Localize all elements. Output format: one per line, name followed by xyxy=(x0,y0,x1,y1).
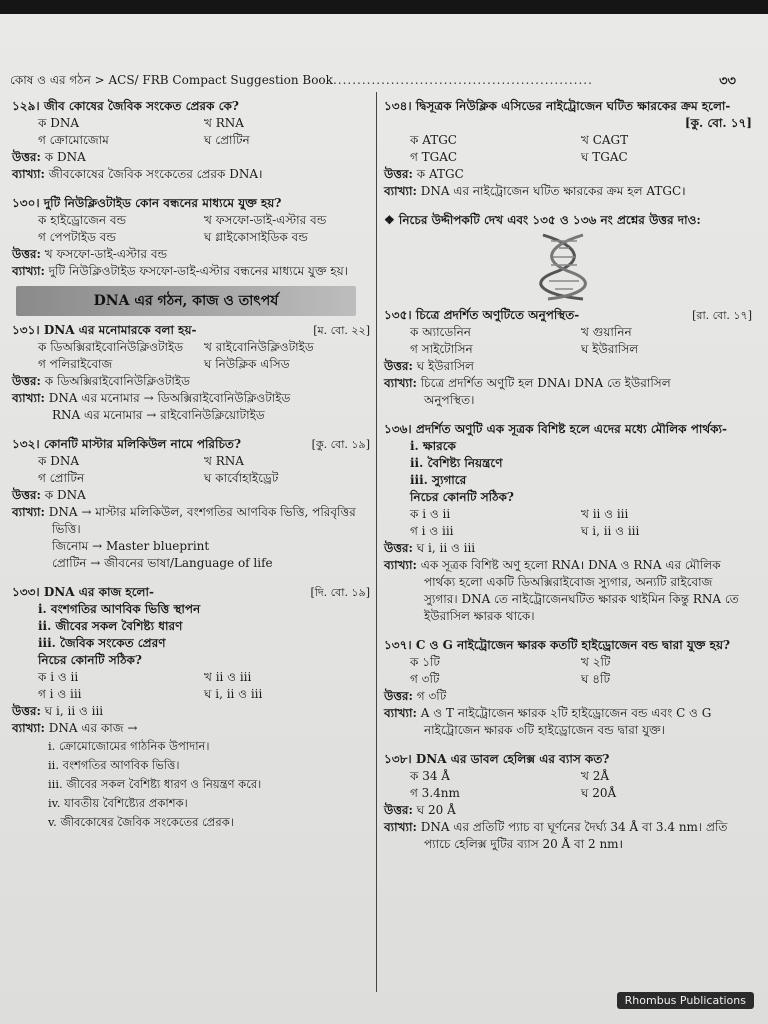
question-134 xyxy=(384,98,752,200)
answer-value: ক DNA xyxy=(44,150,86,164)
explanation-line: নাইট্রোজেন ক্ষারক ৩টি হাইড্রোজেন বন্ড দ্বারা যুক্ত। xyxy=(424,723,665,737)
option-c: গ TGAC xyxy=(410,150,458,164)
answer xyxy=(12,149,370,166)
explanation-line: স্যুগার। DNA তে নাইট্রোজেনঘটিত ক্ষারক থাইমিন কিন্তু RNA তে xyxy=(424,592,739,606)
explanation-line: RNA এর মনোমার → রাইবোনিউক্লিয়োটাইড xyxy=(52,408,265,422)
answer-value: ঘ ইউরাসিল xyxy=(416,359,474,373)
statement-iii: iii. স্যুগারে xyxy=(410,473,467,487)
explanation-text: জীবকোষের জৈবিক সংকেতের প্রেরক DNA। xyxy=(48,167,263,181)
explanation-line: অনুপস্থিত। xyxy=(424,393,475,407)
answer xyxy=(384,166,752,183)
option-b: খ ফসফো-ডাই-এস্টার বন্ড xyxy=(204,213,327,227)
answer xyxy=(384,802,752,819)
statement-ii: ii. বৈশিষ্ট্য নিয়ন্ত্রণে xyxy=(410,456,503,470)
explanation xyxy=(12,390,370,407)
explanation-text: DNA → মাস্টার মলিকিউল, বংশগতির আণবিক ভিত্তি, পরিবৃত্তির xyxy=(48,505,356,519)
explanation-label: ব্যাখ্যা: xyxy=(12,391,45,405)
answer-label: উত্তর: xyxy=(384,359,413,373)
answer-value: ঘ i, ii ও iii xyxy=(44,704,104,718)
option-c: গ i ও iii xyxy=(38,687,82,701)
option-c: গ প্রোটিন xyxy=(38,471,85,485)
source-tag: [দি. বো. ১৯] xyxy=(310,586,370,599)
option-d: ঘ ৪টি xyxy=(581,672,610,686)
explanation-label: ব্যাখ্যা: xyxy=(384,184,417,198)
option-c: গ সাইটোসিন xyxy=(410,342,473,356)
explanation xyxy=(12,263,370,280)
answer xyxy=(384,688,752,705)
question-text: ১৩৬। প্রদর্শিত অণুটি এক সূত্রক বিশিষ্ট হলে এদের মধ্যে মৌলিক পার্থক্য- xyxy=(384,422,727,436)
answer xyxy=(12,373,370,390)
option-b: খ RNA xyxy=(204,454,244,468)
option-b: খ ii ও iii xyxy=(581,507,629,521)
list-item: iv. যাবতীয় বৈশিষ্ট্যের প্রকাশক। xyxy=(48,796,188,810)
explanation-text: দুটি নিউক্লিওটাইড ফসফো-ডাই-এস্টার বন্ধনের মাধ্যমে যুক্ত হয়। xyxy=(48,264,348,278)
options xyxy=(384,506,752,540)
option-b: খ 2Å xyxy=(581,769,609,783)
explanation xyxy=(384,819,752,836)
answer-label: উত্তর: xyxy=(12,488,41,502)
option-b: খ ii ও iii xyxy=(204,670,252,684)
explanation xyxy=(12,720,370,737)
source-tag: [রা. বো. ১৭] xyxy=(692,309,752,322)
explanation-line: প্যাচে হেলিক্স দুটির ব্যাস 20 Å বা 2 nm। xyxy=(424,837,624,851)
answer-label: উত্তর: xyxy=(12,374,41,388)
explanation-line: পার্থক্য হলো একটি ডিঅক্সিরাইবোজ স্যুগার, অন্যটি রাইবোজ xyxy=(424,575,713,589)
options xyxy=(12,212,370,246)
answer-label: উত্তর: xyxy=(384,803,413,817)
explanation xyxy=(384,375,752,392)
question-text: ১৩০। দুটি নিউক্লিওটাইড কোন বন্ধনের মাধ্যমে যুক্ত হয়? xyxy=(12,196,282,210)
explanation-text: চিত্রে প্রদর্শিত অণুটি হল DNA। DNA তে ইউরাসিল xyxy=(420,376,671,390)
options xyxy=(384,132,752,166)
answer-label: উত্তর: xyxy=(384,689,413,703)
answer-label: উত্তর: xyxy=(384,167,413,181)
answer xyxy=(12,703,370,720)
list-item: ii. বংশগতির আণবিক ভিত্তি। xyxy=(48,758,180,772)
answer xyxy=(12,246,370,263)
explanation-label: ব্যাখ্যা: xyxy=(384,558,417,572)
question-text: [রা. বো. ১৭] ১৩৫। চিত্রে প্রদর্শিত অণুটিতে অনুপস্থিত- xyxy=(384,308,752,322)
publisher-badge: Rhombus Publications xyxy=(617,992,754,1009)
explanation-text: A ও T নাইট্রোজেন ক্ষারক ২টি হাইড্রোজেন বন্ড এবং C ও G xyxy=(420,706,712,720)
question-137 xyxy=(384,637,752,739)
answer-value: ক DNA xyxy=(44,488,86,502)
source-tag: [ম. বো. ২২] xyxy=(313,324,370,337)
statement-i: i. বংশগতির আণবিক ভিত্তি স্থাপন xyxy=(38,602,201,616)
explanation xyxy=(12,504,370,521)
options xyxy=(384,768,752,802)
explanation xyxy=(12,166,370,183)
section-heading: DNA এর গঠন, কাজ ও তাৎপর্য xyxy=(16,286,356,316)
option-d: ঘ TGAC xyxy=(581,150,628,164)
option-a: ক অ্যাডেনিন xyxy=(410,325,471,339)
answer-label: উত্তর: xyxy=(384,541,413,555)
question-138 xyxy=(384,751,752,853)
explanation-text: DNA এর মনোমার → ডিঅক্সিরাইবোনিউক্লিওটাইড xyxy=(48,391,291,405)
explanation-line: প্রোটিন → জীবনের ভাষা/Language of life xyxy=(52,556,273,570)
explanation-line: ইউরাসিল ক্ষারক থাকে। xyxy=(424,609,535,623)
left-column xyxy=(12,98,370,832)
option-b: খ ২টি xyxy=(581,655,611,669)
explanation xyxy=(384,705,752,722)
leader-dots: ...................................................... xyxy=(332,73,593,87)
explanation-label: ব্যাখ্যা: xyxy=(12,167,45,181)
question-132 xyxy=(12,436,370,572)
question-text: [কু. বো. ১৯] ১৩২। কোনটি মাস্টার মলিকিউল নামে পরিচিত? xyxy=(12,437,370,451)
source-tag: [কু. বো. ১৭] xyxy=(684,116,752,130)
option-a: ক DNA xyxy=(38,454,79,468)
explanation-label: ব্যাখ্যা: xyxy=(12,264,45,278)
option-a: ক 34 Å xyxy=(410,769,450,783)
question-text: ১৩৪। দ্বিসূত্রক নিউক্লিক এসিডের নাইট্রোজেন ঘটিত ক্ষারকের ক্রম হলো- xyxy=(384,99,731,113)
explanation-label: ব্যাখ্যা: xyxy=(12,721,45,735)
source-tag: [কু. বো. ১৯] xyxy=(311,438,370,451)
top-dark-strip xyxy=(0,0,768,14)
option-c: গ 3.4nm xyxy=(410,786,460,800)
options xyxy=(384,324,752,358)
option-c: গ পেপটাইড বন্ড xyxy=(38,230,117,244)
statement-i: i. ক্ষারকে xyxy=(410,439,456,453)
column-divider xyxy=(376,92,377,992)
explanation-text: এক সূত্রক বিশিষ্ট অণু হলো RNA। DNA ও RNA এর মৌলিক xyxy=(420,558,721,572)
option-d: ঘ কার্বোহাইড্রেট xyxy=(204,471,279,485)
question-text: ১২৯। জীব কোষের জৈবিক সংকেত প্রেরক কে? xyxy=(12,99,239,113)
question-135 xyxy=(384,307,752,409)
breadcrumb: কোষ ও এর গঠন > ACS/ FRB Compact Suggestion Book xyxy=(10,73,333,87)
option-d: ঘ নিউক্লিক এসিড xyxy=(204,357,290,371)
answer-label: উত্তর: xyxy=(12,704,41,718)
question-text: [ম. বো. ২২] ১৩১। DNA এর মনোমারকে বলা হয়- xyxy=(12,323,370,337)
option-d: ঘ গ্লাইকোসাইডিক বন্ড xyxy=(204,230,308,244)
option-a: ক i ও ii xyxy=(410,507,451,521)
answer-label: উত্তর: xyxy=(12,247,41,261)
answer xyxy=(384,540,752,557)
explanation xyxy=(384,557,752,574)
option-d: ঘ প্রোটিন xyxy=(204,133,250,147)
option-b: খ রাইবোনিউক্লিওটাইড xyxy=(204,340,314,354)
option-a: ক ATGC xyxy=(410,133,457,147)
answer-value: ঘ i, ii ও iii xyxy=(416,541,476,555)
option-c: গ ৩টি xyxy=(410,672,440,686)
option-c: গ i ও iii xyxy=(410,524,454,538)
list-item: v. জীবকোষের জৈবিক সংকেতের প্রেরক। xyxy=(48,815,234,829)
option-d: ঘ i, ii ও iii xyxy=(204,687,263,701)
answer-value: ঘ 20 Å xyxy=(416,803,456,817)
options xyxy=(12,453,370,487)
explanation xyxy=(384,183,752,200)
options xyxy=(384,654,752,688)
option-b: খ গুয়ানিন xyxy=(581,325,632,339)
dna-helix-figure xyxy=(523,233,613,301)
question-text: [দি. বো. ১৯] ১৩৩। DNA এর কাজ হলো- xyxy=(12,585,370,599)
statement-iii: iii. জৈবিক সংকেত প্রেরণ xyxy=(38,636,166,650)
option-d: ঘ i, ii ও iii xyxy=(581,524,640,538)
answer xyxy=(384,358,752,375)
question-130 xyxy=(12,195,370,280)
option-a: ক i ও ii xyxy=(38,670,79,684)
explanation-label: ব্যাখ্যা: xyxy=(384,706,417,720)
question-text: ১৩৮। DNA এর ডাবল হেলিক্স এর ব্যাস কত? xyxy=(384,752,610,766)
statement-ii: ii. জীবের সকল বৈশিষ্ট্য ধারণ xyxy=(38,619,183,633)
list-item: iii. জীবের সকল বৈশিষ্ট্য ধারণ ও নিয়ন্ত্রণ করে। xyxy=(48,777,262,791)
answer xyxy=(12,487,370,504)
explanation-text: DNA এর প্রতিটি প্যাচ বা ঘূর্ণনের দৈর্ঘ্য 34 Å বা 3.4 nm। প্রতি xyxy=(420,820,728,834)
explanation-line: জিনোম → Master blueprint xyxy=(52,539,210,553)
question-text: ১৩৭। C ও G নাইট্রোজেন ক্ষারক কতটি হাইড্রোজেন বন্ড দ্বারা যুক্ত হয়? xyxy=(384,638,731,652)
options xyxy=(12,339,370,373)
list-item: i. ক্রোমোজোমের গাঠনিক উপাদান। xyxy=(48,739,210,753)
option-a: ক ডিঅক্সিরাইবোনিউক্লিওটাইড xyxy=(38,340,184,354)
options xyxy=(12,115,370,149)
explanation-text: DNA এর কাজ → xyxy=(48,721,138,735)
stimulus-instruction: ❖ নিচের উদ্দীপকটি দেখ এবং ১৩৫ ও ১৩৬ নং প্রশ্নের উত্তর দাও: xyxy=(384,213,701,227)
option-a: ক DNA xyxy=(38,116,79,130)
explanation-line: ভিত্তি। xyxy=(52,522,81,536)
option-d: ঘ 20Å xyxy=(581,786,617,800)
explanation-label: ব্যাখ্যা: xyxy=(384,820,417,834)
answer-value: খ ফসফো-ডাই-এস্টার বন্ড xyxy=(44,247,168,261)
question-136 xyxy=(384,421,752,625)
option-b: খ RNA xyxy=(204,116,244,130)
running-header xyxy=(10,72,593,92)
option-c: গ ক্রোমোজোম xyxy=(38,133,109,147)
option-a: ক ১টি xyxy=(410,655,440,669)
answer-value: ক ডিঅক্সিরাইবোনিউক্লিওটাইড xyxy=(44,374,190,388)
option-b: খ CAGT xyxy=(581,133,629,147)
options xyxy=(12,669,370,703)
page-number: ৩৩ xyxy=(719,74,736,89)
right-column xyxy=(384,98,752,853)
explanation-label: ব্যাখ্যা: xyxy=(12,505,45,519)
prompt: নিচের কোনটি সঠিক? xyxy=(410,490,514,504)
question-133 xyxy=(12,584,370,832)
question-131 xyxy=(12,322,370,424)
option-c: গ পলিরাইবোজ xyxy=(38,357,113,371)
explanation-label: ব্যাখ্যা: xyxy=(384,376,417,390)
prompt: নিচের কোনটি সঠিক? xyxy=(38,653,142,667)
explanation-text: DNA এর নাইট্রোজেন ঘটিত ক্ষারকের ক্রম হল ATGC। xyxy=(420,184,686,198)
answer-value: গ ৩টি xyxy=(416,689,447,703)
option-a: ক হাইড্রোজেন বন্ড xyxy=(38,213,127,227)
answer-label: উত্তর: xyxy=(12,150,41,164)
option-d: ঘ ইউরাসিল xyxy=(581,342,639,356)
answer-value: ক ATGC xyxy=(416,167,464,181)
question-129 xyxy=(12,98,370,183)
